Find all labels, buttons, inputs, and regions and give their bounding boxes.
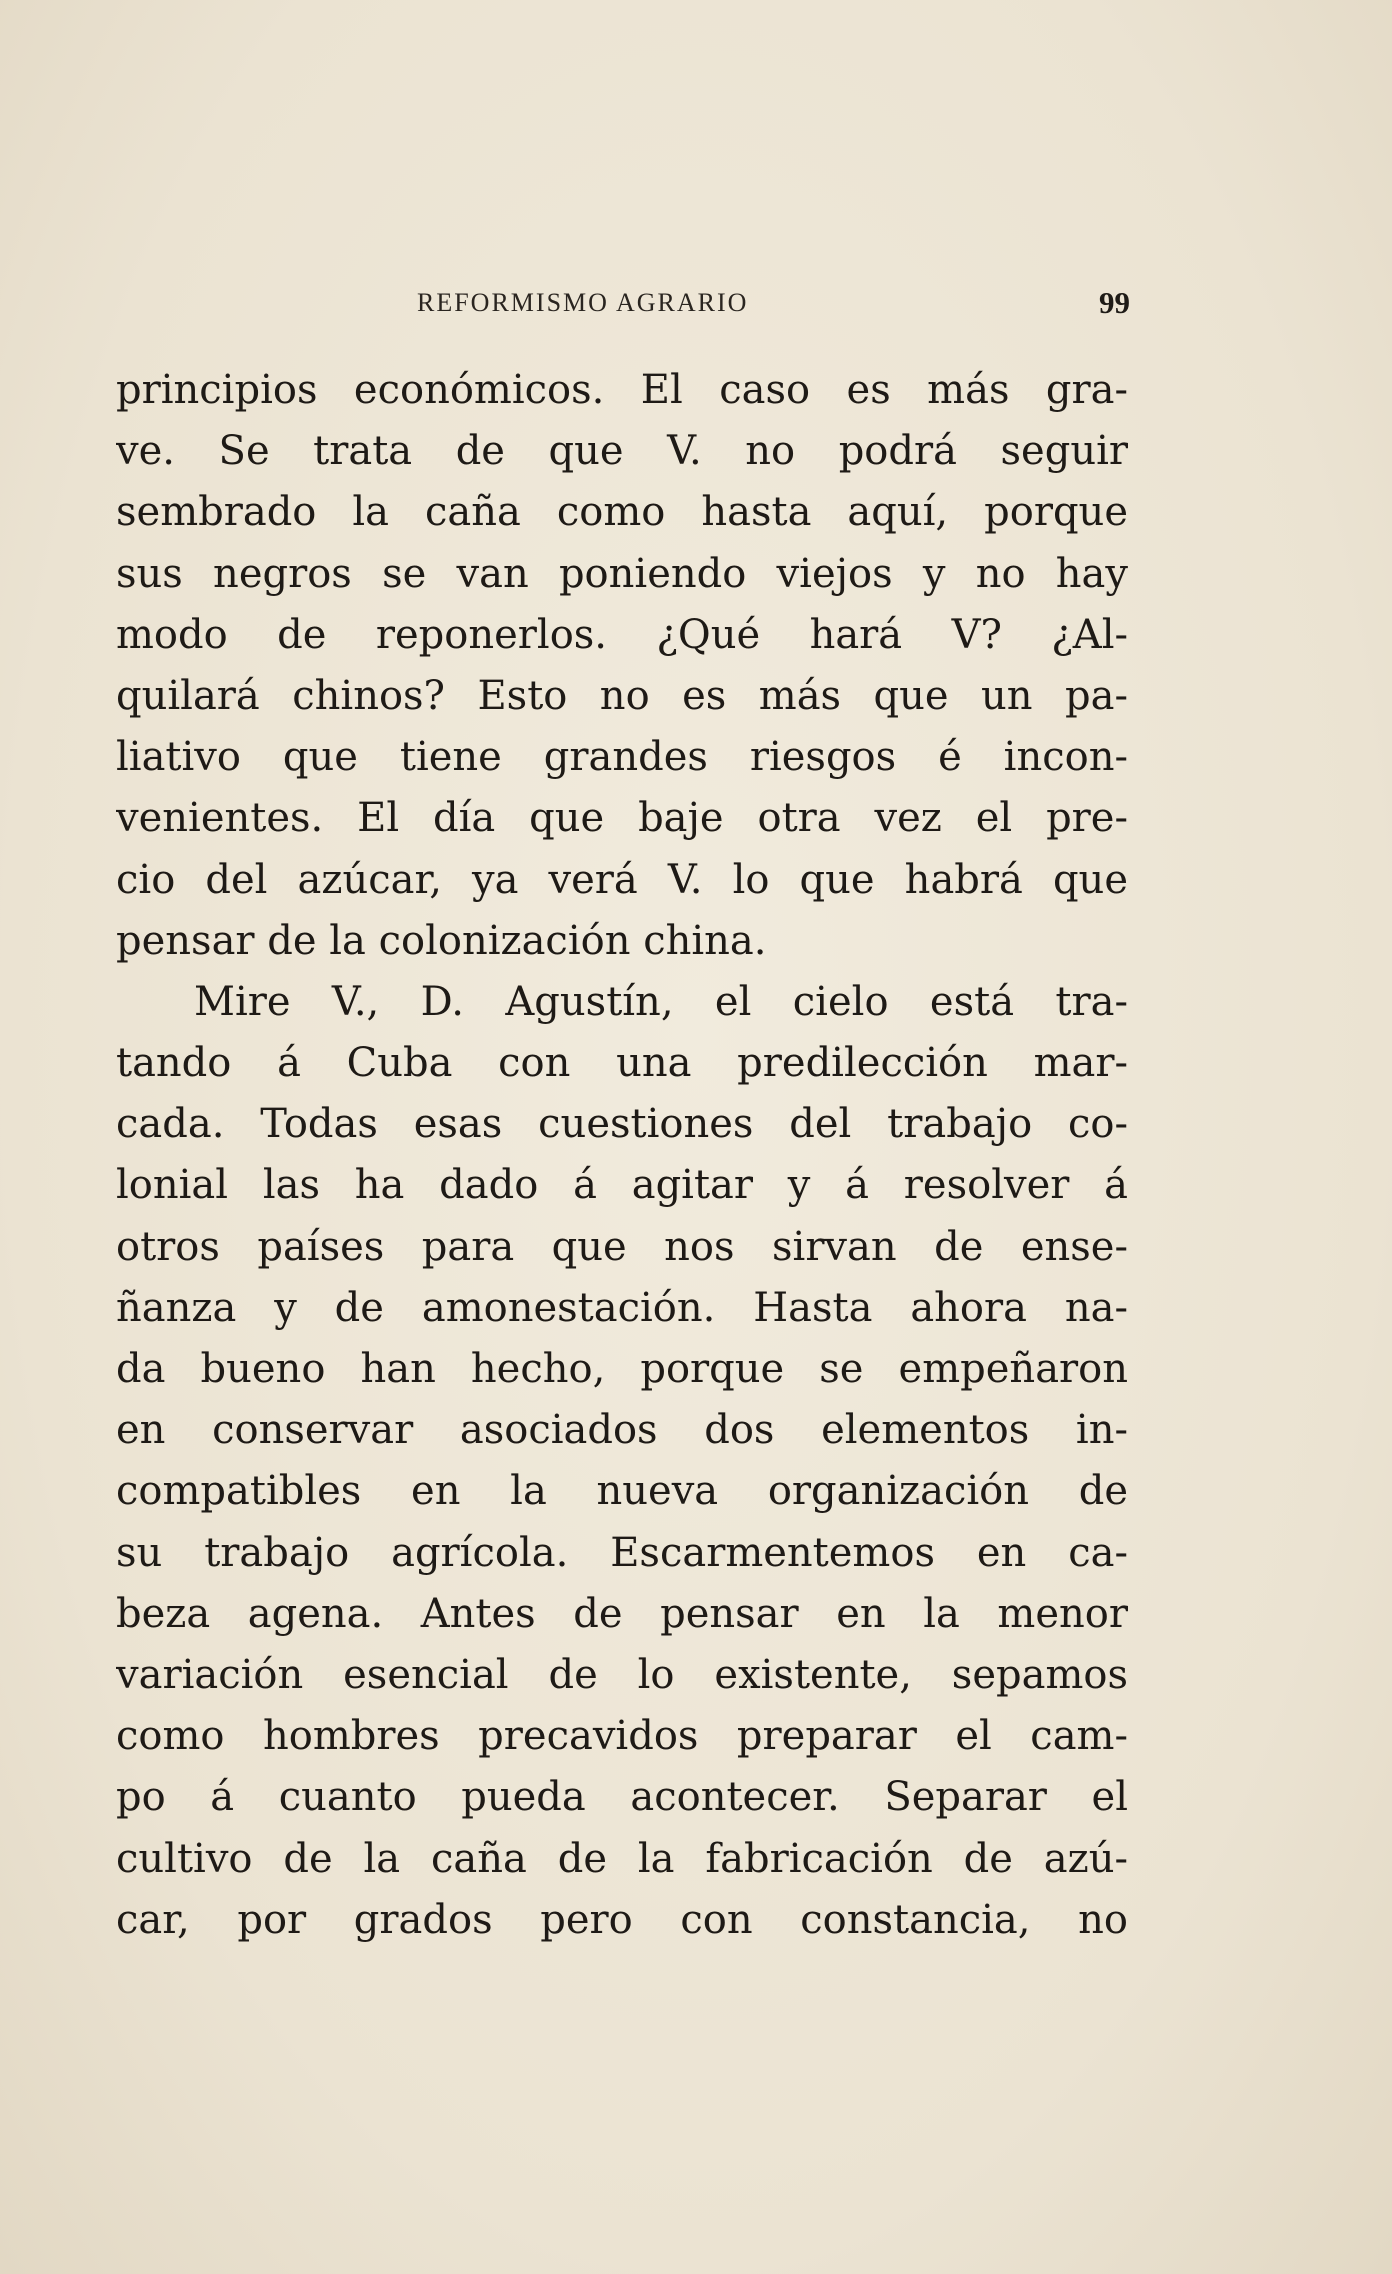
text-line: quilará chinos? Esto no es más que un pa- (116, 672, 1128, 719)
text-line: cultivo de la caña de la fabricación de azú- (116, 1835, 1128, 1882)
text-line: ñanza y de amonestación. Hasta ahora na- (116, 1284, 1128, 1331)
text-line: lonial las ha dado á agitar y á resolver á (116, 1162, 1128, 1209)
text-line: cada. Todas esas cuestiones del trabajo co- (116, 1101, 1128, 1148)
text-line: venientes. El día que baje otra vez el pre- (116, 795, 1128, 842)
page-number: 99 (1099, 285, 1130, 320)
text-line: variación esencial de lo existente, sepamos (116, 1651, 1128, 1698)
running-head: REFORMISMO AGRARIO (417, 288, 749, 317)
text-line: cio del azúcar, ya verá V. lo que habrá que (116, 856, 1128, 903)
text-line: liativo que tiene grandes riesgos é incon- (116, 734, 1128, 781)
text-line: compatibles en la nueva organización de (116, 1468, 1128, 1515)
body-text (116, 360, 1128, 1951)
text-line: sus negros se van poniendo viejos y no hay (116, 550, 1128, 597)
text-line: como hombres precavidos preparar el cam- (116, 1713, 1128, 1760)
text-line: su trabajo agrícola. Escarmentemos en ca- (116, 1529, 1128, 1576)
page-header (0, 278, 1392, 328)
text-line: ve. Se trata de que V. no podrá seguir (116, 428, 1128, 475)
paragraph-first-line: Mire V., D. Agustín, el cielo está tra- (194, 978, 1128, 1025)
text-line: po á cuanto pueda acontecer. Separar el (116, 1774, 1128, 1821)
text-line: en conservar asociados dos elementos in- (116, 1407, 1128, 1454)
text-line: principios económicos. El caso es más gra- (116, 367, 1128, 413)
text-line: beza agena. Antes de pensar en la menor (116, 1590, 1128, 1637)
text-line: car, por grados pero con constancia, no (116, 1896, 1128, 1943)
text-line: otros países para que nos sirvan de ense- (116, 1223, 1128, 1270)
text-line: tando á Cuba con una predilección mar- (116, 1040, 1128, 1087)
text-line: pensar de la colonización china. (116, 917, 767, 964)
text-line: da bueno han hecho, porque se empeñaron (116, 1346, 1128, 1392)
text-line: modo de reponerlos. ¿Qué hará V? ¿Al- (116, 611, 1128, 658)
text-line: sembrado la caña como hasta aquí, porque (116, 489, 1128, 536)
